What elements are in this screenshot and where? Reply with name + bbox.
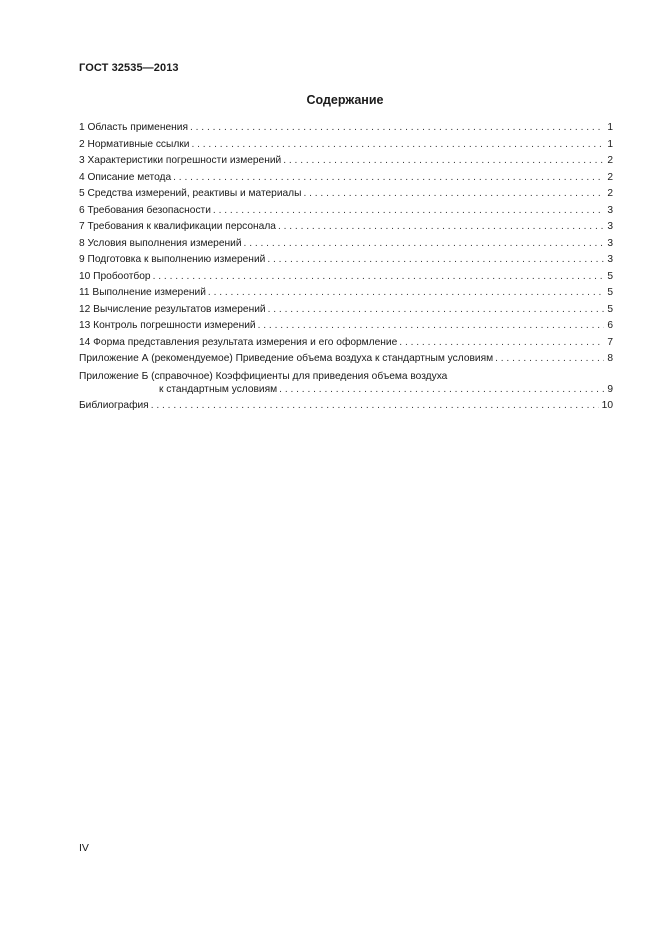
toc-entry-page: 5 [607,270,613,282]
toc-entry-9[interactable] [79,252,613,269]
toc-title: Содержание [306,93,384,107]
toc-entry-1[interactable] [79,120,613,137]
toc-entry-page: 7 [607,336,613,348]
toc-entry-title: 8 Условия выполнения измерений [79,237,242,249]
dot-leader [208,285,604,302]
toc-entry-2[interactable] [79,137,613,154]
toc-entry-5[interactable] [79,186,613,203]
toc-entry-appendix-b[interactable] [79,370,613,399]
toc-entry-title-line1: Приложение Б (справочное) Коэффициенты для приведения объема воздуха [79,370,448,382]
dot-leader [495,351,604,368]
toc-entry-page: 2 [607,188,613,199]
toc-entry-page: 6 [607,320,613,331]
dot-leader [279,383,604,396]
dot-leader [278,219,604,236]
toc-entry-title: Библиография [79,400,149,411]
toc-entry-title: 11 Выполнение измерений [79,287,206,298]
toc-entry-title: 4 Описание метода [79,171,172,183]
toc-entry-page: 3 [607,237,613,249]
dot-leader [268,302,605,319]
table-of-contents [79,120,613,415]
dot-leader [153,269,605,286]
dot-leader [244,236,605,253]
toc-entry-title: 5 Средства измерений, реактивы и материалы [79,188,302,199]
toc-entry-7[interactable] [79,219,613,236]
toc-entry-title: 7 Требования к квалификации персонала [79,221,276,232]
toc-entry-page: 5 [607,303,613,315]
toc-entry-title: 1 Область применения [79,122,188,133]
dot-leader [191,137,604,154]
toc-entry-page: 3 [607,204,613,216]
document-code: ГОСТ 32535—2013 [79,62,179,74]
toc-entry-appendix-a[interactable] [79,351,613,368]
dot-leader [151,398,599,415]
dot-leader [258,318,605,335]
toc-entry-page: 2 [607,171,613,183]
dot-leader [399,335,604,352]
toc-entry-title: 2 Нормативные ссылки [79,138,190,150]
toc-entry-page: 9 [607,384,613,395]
toc-entry-title: 12 Вычисление результатов измерений [79,303,266,315]
toc-entry-page: 10 [601,400,613,411]
dot-leader [213,203,604,220]
toc-entry-second-line [79,383,613,398]
toc-entry-title: Приложение А (рекомендуемое) Приведение объема воздуха к стандартным условиям [79,353,494,364]
dot-leader [283,153,604,170]
dot-leader [303,186,604,203]
toc-entry-page: 3 [607,254,613,265]
toc-entry-14[interactable] [79,335,613,352]
page-number: IV [79,842,89,854]
toc-entry-page: 5 [607,287,613,298]
toc-entry-bibliography[interactable] [79,398,613,415]
toc-entry-4[interactable] [79,170,613,187]
toc-entry-10[interactable] [79,269,613,286]
dot-leader [173,170,604,187]
toc-entry-title-line2: к стандартным условиям [159,384,278,395]
toc-entry-13[interactable] [79,318,613,335]
toc-entry-12[interactable] [79,302,613,319]
toc-entry-title: 3 Характеристики погрешности измерений [79,155,282,166]
toc-entry-page: 1 [607,122,613,133]
toc-entry-8[interactable] [79,236,613,253]
toc-entry-title: 13 Контроль погрешности измерений [79,320,256,331]
toc-entry-title: 14 Форма представления результата измерения и его оформление [79,336,398,348]
dot-leader [267,252,604,269]
dot-leader [190,120,604,137]
toc-entry-title: 10 Пробоотбор [79,270,151,282]
toc-entry-3[interactable] [79,153,613,170]
toc-entry-page: 3 [607,221,613,232]
toc-entry-page: 1 [607,138,613,150]
toc-entry-title: 9 Подготовка к выполнению измерений [79,254,266,265]
toc-entry-6[interactable] [79,203,613,220]
toc-entry-page: 8 [607,353,613,364]
toc-entry-11[interactable] [79,285,613,302]
toc-entry-page: 2 [607,155,613,166]
toc-entry-title: 6 Требования безопасности [79,204,211,216]
